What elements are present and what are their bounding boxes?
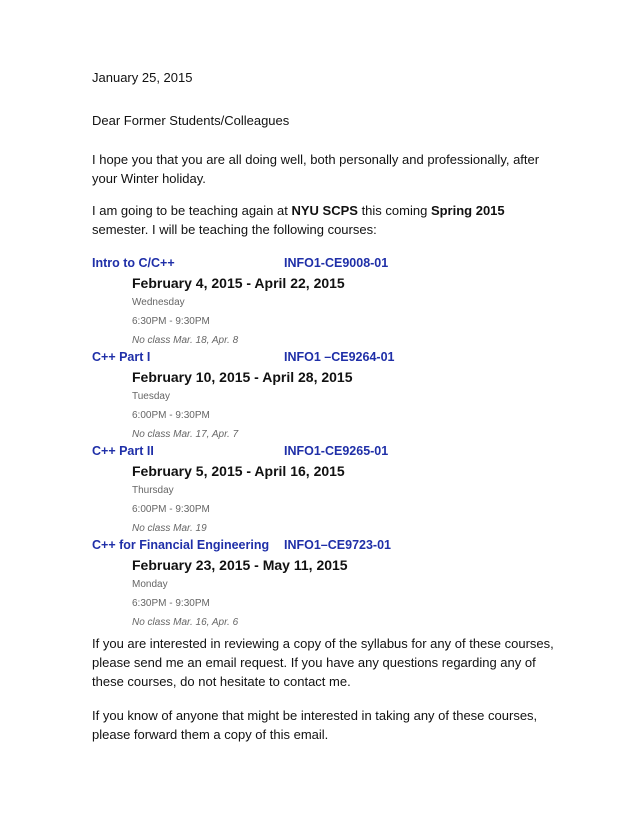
course-code: INFO1–CE9723-01 [284,538,392,552]
course-code: INFO1-CE9008-01 [284,256,389,270]
course-day: Monday [132,579,168,590]
course-no-class-note: No class Mar. 17, Apr. 7 [132,429,239,440]
course-item [92,256,592,350]
course-item [92,350,592,444]
course-item [92,538,592,632]
teach-text-3: semester. I will be teaching the following courses: [92,222,377,237]
course-title: C++ Part I [92,350,151,364]
course-dates: February 23, 2015 - May 11, 2015 [132,557,348,573]
course-code: INFO1 –CE9264-01 [284,350,395,364]
intro-paragraph: I hope you that you are all doing well, both personally and professionally, after your Winter holiday. [92,152,540,186]
teach-text-1: I am going to be teaching again at [92,203,292,218]
course-heading [92,538,592,555]
course-title: C++ for Financial Engineering [92,538,270,552]
course-day: Thursday [132,485,174,496]
course-day: Tuesday [132,391,170,402]
school-name: NYU SCPS [291,203,358,218]
course-item [92,444,592,538]
course-title: Intro to C/C++ [92,256,175,270]
course-time: 6:30PM - 9:30PM [132,598,210,609]
letter-date: January 25, 2015 [92,70,193,85]
syllabus-paragraph: If you are interested in reviewing a copy of the syllabus for any of these courses, please send me an email request. If you have any questions regarding any of these courses, do not hesitate to contact me. [92,636,554,689]
course-day: Wednesday [132,297,185,308]
course-dates: February 4, 2015 - April 22, 2015 [132,275,345,291]
course-title: C++ Part II [92,444,154,458]
teaching-paragraph [92,201,562,239]
course-heading [92,350,592,367]
course-dates: February 10, 2015 - April 28, 2015 [132,369,353,385]
course-heading [92,256,592,273]
teach-text-2: this coming [357,203,431,218]
term-name: Spring 2015 [430,203,505,218]
letter-greeting: Dear Former Students/Colleagues [92,113,290,128]
course-time: 6:00PM - 9:30PM [132,410,210,421]
course-no-class-note: No class Mar. 18, Apr. 8 [132,335,239,346]
course-time: 6:30PM - 9:30PM [132,316,210,327]
course-time: 6:00PM - 9:30PM [132,504,210,515]
forward-paragraph: If you know of anyone that might be interested in taking any of these courses, please forward them a copy of this email. [92,708,538,742]
course-no-class-note: No class Mar. 16, Apr. 6 [132,617,239,628]
course-code: INFO1-CE9265-01 [284,444,389,458]
course-list [92,256,592,632]
course-heading [92,444,592,461]
course-dates: February 5, 2015 - April 16, 2015 [132,463,345,479]
course-no-class-note: No class Mar. 19 [132,523,207,534]
